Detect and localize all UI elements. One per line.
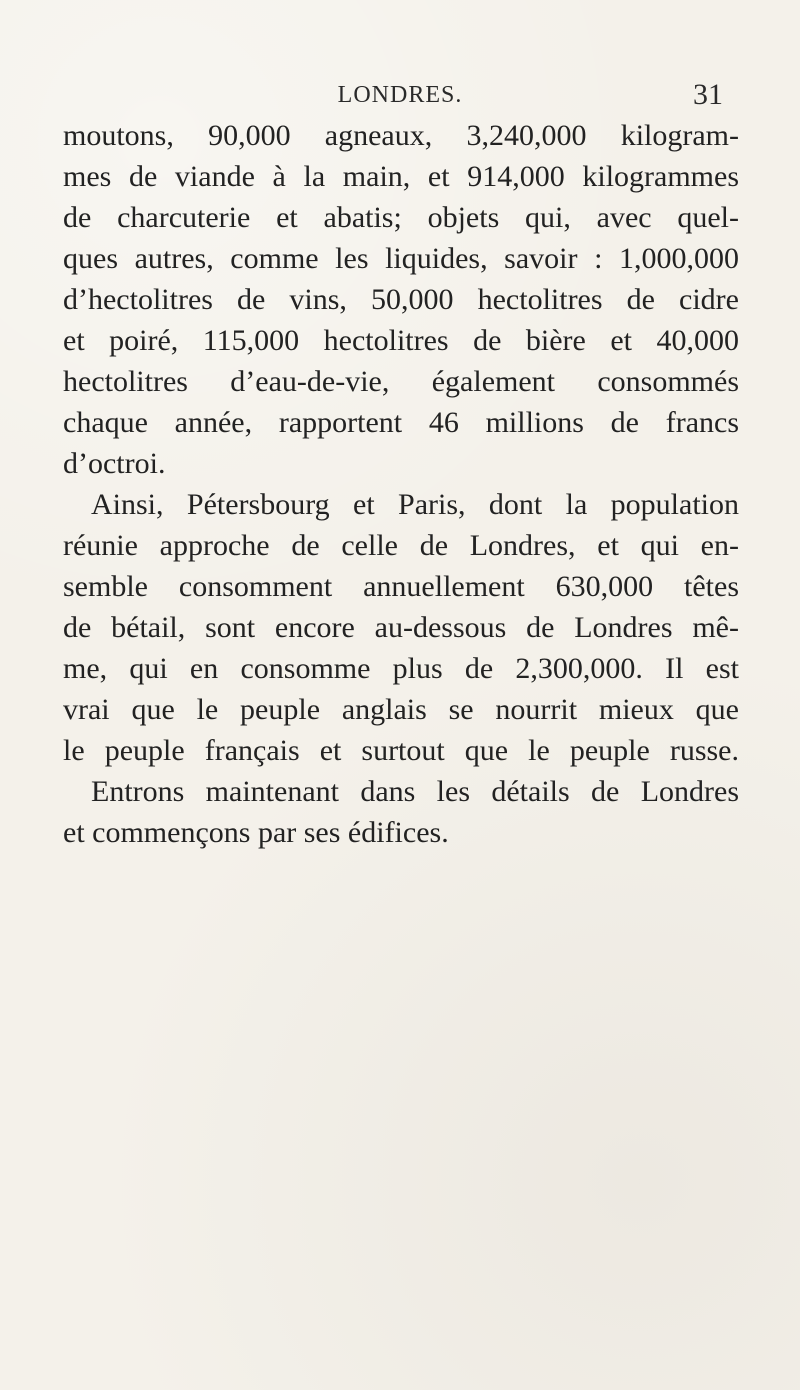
text-line-6: et poiré, 115,000 hectolitres de bière et 40,000 [63,324,739,357]
text-line-15: vrai que le peuple anglais se nourrit mieux que [63,693,739,726]
text-line-16: le peuple français et surtout que le peuple russe. [63,734,739,767]
text-line-4: ques autres, comme les liquides, savoir : 1,000,000 [63,242,739,275]
text-line-18: et commençons par ses édifices. [63,816,449,849]
text-line-13: de bétail, sont encore au-dessous de Londres mê- [63,611,739,644]
body-text [63,115,739,853]
text-line-3: de charcuterie et abatis; objets qui, avec quel- [63,201,739,234]
text-line-10: Ainsi, Pétersbourg et Paris, dont la population [91,488,739,521]
text-line-17: Entrons maintenant dans les détails de Londres [91,775,739,808]
running-title: LONDRES. [337,82,463,108]
page-number: 31 [693,78,723,111]
text-line-7: hectolitres d’eau-de-vie, également consommés [63,365,739,398]
text-line-8: chaque année, rapportent 46 millions de francs [63,406,739,439]
text-line-5: d’hectolitres de vins, 50,000 hectolitres de cidre [63,283,739,316]
text-line-1: moutons, 90,000 agneaux, 3,240,000 kilogram- [63,119,739,152]
text-line-11: réunie approche de celle de Londres, et qui en- [63,529,739,562]
text-line-2: mes de viande à la main, et 914,000 kilogrammes [63,160,739,193]
text-line-9: d’octroi. [63,447,166,480]
text-line-14: me, qui en consomme plus de 2,300,000. Il est [63,652,739,685]
text-line-12: semble consomment annuellement 630,000 têtes [63,570,739,603]
